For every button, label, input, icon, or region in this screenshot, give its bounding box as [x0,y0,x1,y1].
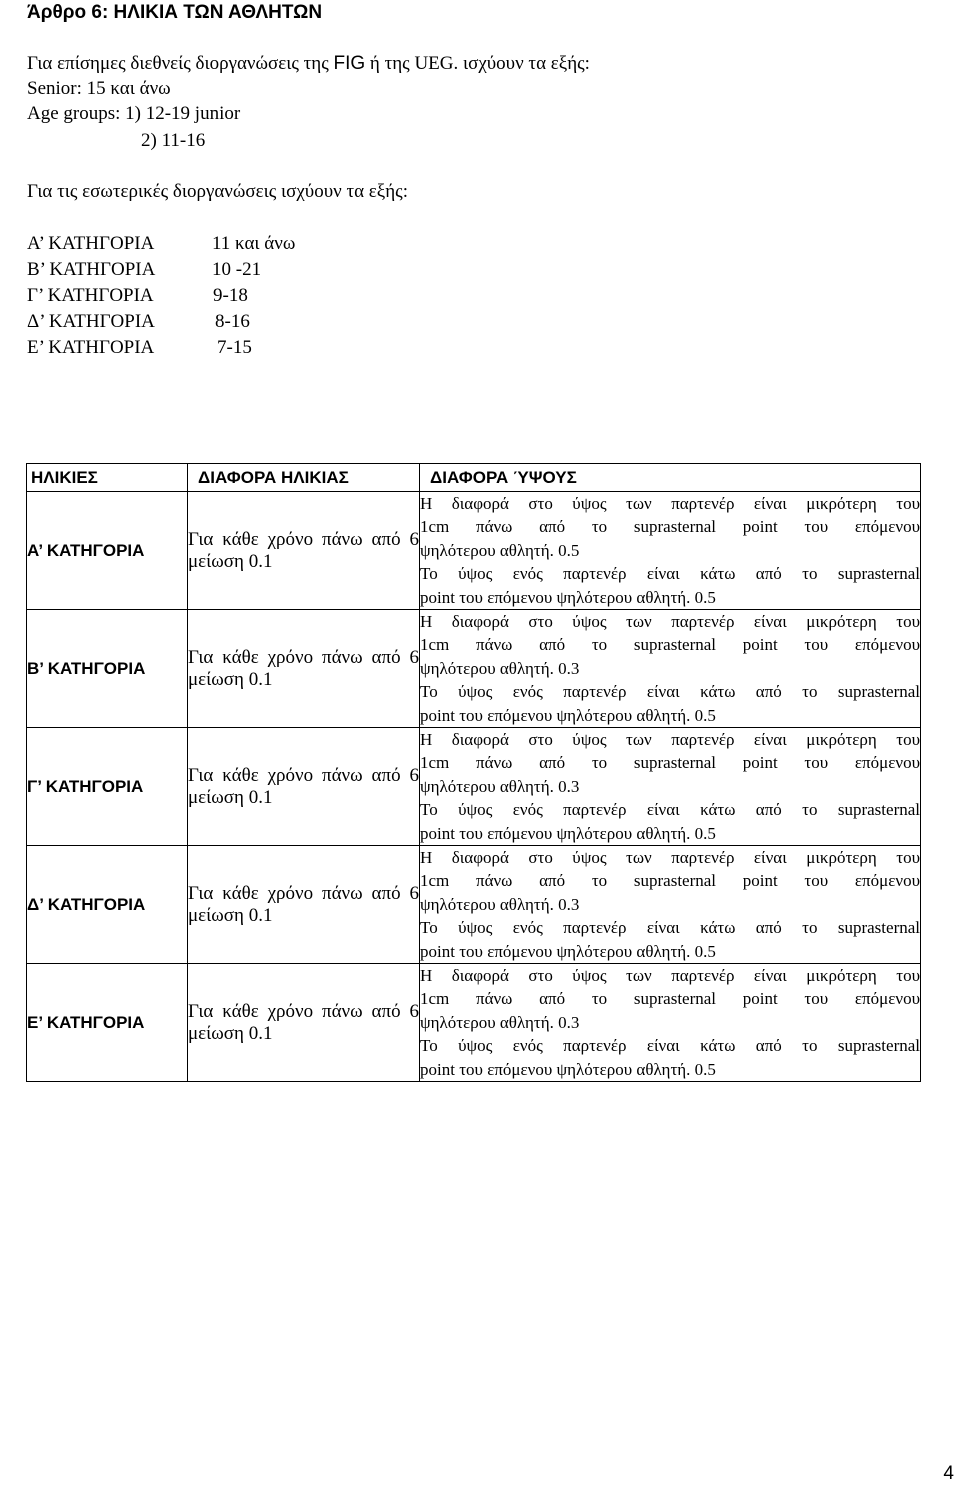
age-difference-cell: Για κάθε χρόνο πάνω από 6 μείωση 0.1 [188,964,420,1082]
article-title: Άρθρο 6: ΗΛΙΚΙΑ ΤΩΝ ΑΘΛΗΤΩΝ [27,2,323,23]
height-rule-line: ψηλότερου αθλητή. 0.5 [420,540,580,560]
category-range: 8-16 [215,311,250,332]
list-item [27,258,427,284]
age-groups-line-2: 2) 11-16 [141,130,206,151]
height-rule-line: 1cm πάνω από το suprasternal point του επόμενου [420,871,920,891]
table-row [27,964,921,1082]
official-suffix: ή της UEG. ισχύουν τα εξής: [365,53,590,74]
header-height-difference: ΔΙΑΦΟΡΑ ΎΨΟΥΣ [420,464,921,492]
table-header-row [27,464,921,492]
category-cell: Ε’ ΚΑΤΗΓΟΡΙΑ [27,964,188,1082]
official-competitions-line [27,52,590,76]
list-item [27,310,427,336]
official-prefix: Για επίσημες διεθνείς διοργανώσεις της [27,53,334,74]
height-difference-cell [420,846,921,964]
height-rule-line: 1cm πάνω από το suprasternal point του επόμενου [420,635,920,655]
height-rule-line: ψηλότερου αθλητή. 0.3 [420,1012,580,1032]
height-difference-cell [420,728,921,846]
table-row [27,846,921,964]
height-difference-cell [420,610,921,728]
height-rule-line: point του επόμενου ψηλότερου αθλητή. 0.5 [420,587,716,607]
category-range: 10 -21 [212,259,262,280]
page-number: 4 [943,1463,954,1484]
height-rule-line: Το ύψος ενός παρτενέρ είναι κάτω από το suprasternal [420,800,920,820]
header-ages: ΗΛΙΚΙΕΣ [27,464,188,492]
height-rule-line: ψηλότερου αθλητή. 0.3 [420,894,580,914]
category-name: Β’ ΚΑΤΗΓΟΡΙΑ [27,259,156,280]
header-age-difference: ΔΙΑΦΟΡΑ ΗΛΙΚΙΑΣ [188,464,420,492]
category-range: 9-18 [213,285,248,306]
height-rule-line: 1cm πάνω από το suprasternal point του επόμενου [420,989,920,1009]
height-rule-line: Το ύψος ενός παρτενέρ είναι κάτω από το suprasternal [420,682,920,702]
category-cell: Δ’ ΚΑΤΗΓΟΡΙΑ [27,846,188,964]
height-difference-cell [420,492,921,610]
height-rule-line: 1cm πάνω από το suprasternal point του επόμενου [420,517,920,537]
category-name: Δ’ ΚΑΤΗΓΟΡΙΑ [27,311,155,332]
height-rule-line: Το ύψος ενός παρτενέρ είναι κάτω από το suprasternal [420,564,920,584]
height-rule-line: point του επόμενου ψηλότερου αθλητή. 0.5 [420,705,716,725]
height-rule-line: Η διαφορά στο ύψος των παρτενέρ είναι μικρότερη του [420,730,920,750]
height-rule-line: Η διαφορά στο ύψος των παρτενέρ είναι μικρότερη του [420,494,920,514]
height-difference-cell [420,964,921,1082]
age-difference-cell: Για κάθε χρόνο πάνω από 6 μείωση 0.1 [188,492,420,610]
category-list [27,232,427,362]
age-groups-line: Age groups: 1) 12-19 junior [27,103,241,124]
height-rule-line: ψηλότερου αθλητή. 0.3 [420,776,580,796]
category-range: 7-15 [217,337,252,358]
age-difference-cell: Για κάθε χρόνο πάνω από 6 μείωση 0.1 [188,728,420,846]
official-fig: FIG [333,53,366,74]
list-item [27,284,427,310]
table-row [27,492,921,610]
internal-competitions-line: Για τις εσωτερικές διοργανώσεις ισχύουν τα εξής: [27,181,408,202]
category-name: Α’ ΚΑΤΗΓΟΡΙΑ [27,233,155,254]
height-rule-line: Η διαφορά στο ύψος των παρτενέρ είναι μικρότερη του [420,612,920,632]
table-row [27,728,921,846]
category-cell: Β’ ΚΑΤΗΓΟΡΙΑ [27,610,188,728]
height-rule-line: 1cm πάνω από το suprasternal point του επόμενου [420,753,920,773]
category-cell: Α’ ΚΑΤΗΓΟΡΙΑ [27,492,188,610]
category-cell: Γ’ ΚΑΤΗΓΟΡΙΑ [27,728,188,846]
list-item [27,232,427,258]
category-name: Γ’ ΚΑΤΗΓΟΡΙΑ [27,285,154,306]
age-difference-cell: Για κάθε χρόνο πάνω από 6 μείωση 0.1 [188,846,420,964]
height-rule-line: Το ύψος ενός παρτενέρ είναι κάτω από το suprasternal [420,1036,920,1056]
height-rule-line: ψηλότερου αθλητή. 0.3 [420,658,580,678]
table-row [27,610,921,728]
senior-line: Senior: 15 και άνω [27,78,171,99]
height-rule-line: Η διαφορά στο ύψος των παρτενέρ είναι μικρότερη του [420,966,920,986]
height-rule-line: point του επόμενου ψηλότερου αθλητή. 0.5 [420,823,716,843]
height-rule-line: point του επόμενου ψηλότερου αθλητή. 0.5 [420,1059,716,1079]
height-rule-line: point του επόμενου ψηλότερου αθλητή. 0.5 [420,941,716,961]
list-item [27,336,427,362]
category-range: 11 και άνω [212,233,296,254]
height-rule-line: Η διαφορά στο ύψος των παρτενέρ είναι μικρότερη του [420,848,920,868]
category-name: Ε’ ΚΑΤΗΓΟΡΙΑ [27,337,155,358]
age-difference-table [26,463,921,1082]
height-rule-line: Το ύψος ενός παρτενέρ είναι κάτω από το suprasternal [420,918,920,938]
age-difference-cell: Για κάθε χρόνο πάνω από 6 μείωση 0.1 [188,610,420,728]
